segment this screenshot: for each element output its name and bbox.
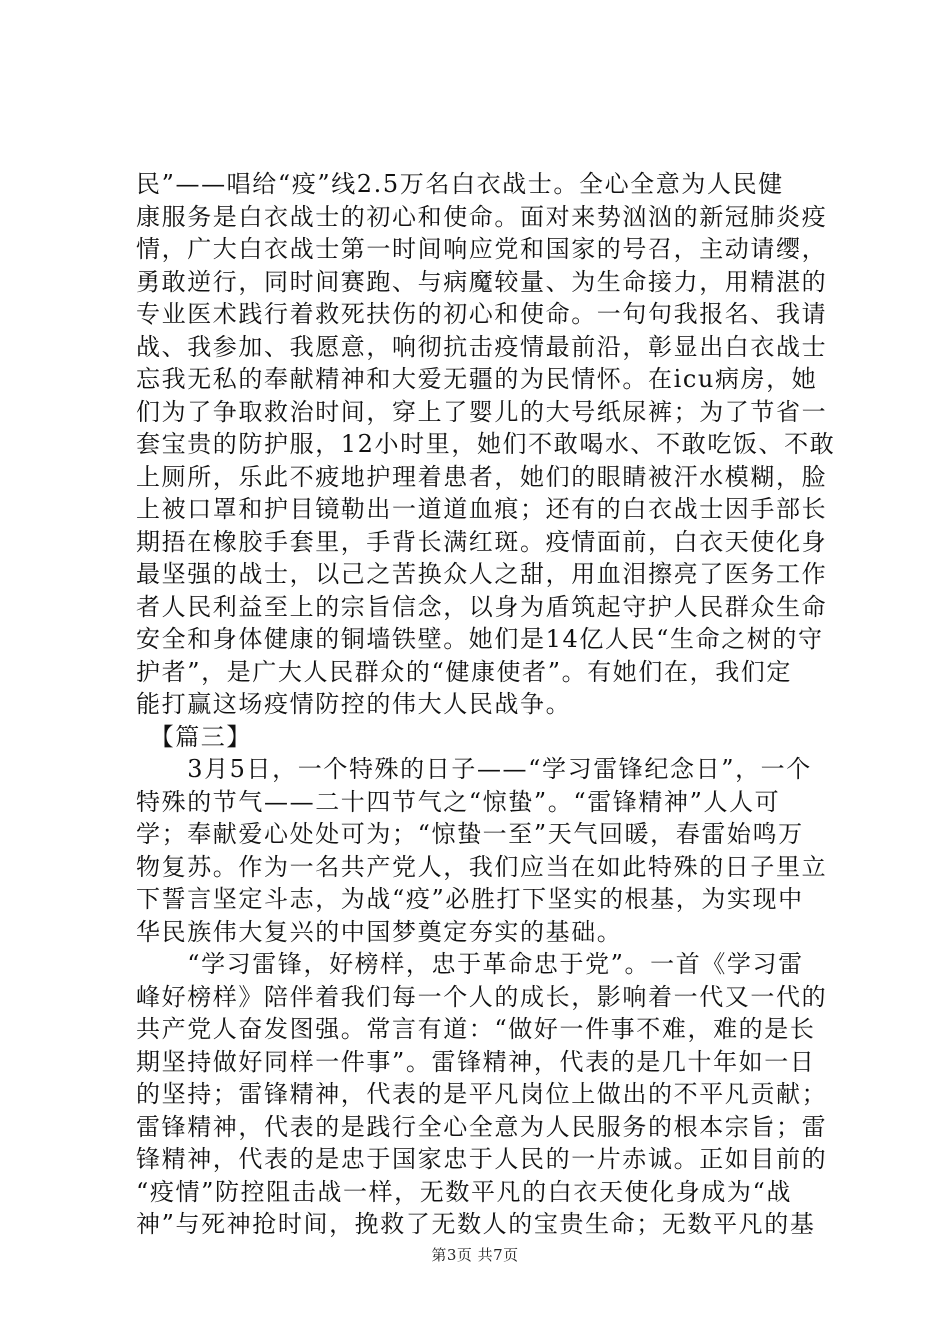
text-line: 【篇三】 — [136, 722, 252, 751]
text-line: 套宝贵的防护服，12小时里，她们不敢喝水、不敢吃饭、不敢 — [136, 430, 836, 458]
text-line: 者人民利益至上的宗旨信念，以身为盾筑起守护人民群众生命 — [136, 592, 828, 621]
text-line: 雷锋精神，代表的是践行全心全意为人民服务的根本宗旨；雷 — [136, 1112, 828, 1141]
text-line: 峰好榜样》陪伴着我们每一个人的成长，影响着一代又一代的 — [136, 982, 828, 1011]
text-line: 神”与死神抢时间，挽救了无数人的宝贵生命；无数平凡的基 — [136, 1210, 816, 1238]
text-line: 共产党人奋发图强。常言有道：“做好一件事不难，难的是长 — [136, 1015, 816, 1043]
text-line: “学习雷锋，好榜样，忠于革命忠于党”。一首《学习雷 — [136, 950, 804, 978]
text-line: 3月5日，一个特殊的日子——“学习雷锋纪念日”，一个 — [136, 755, 812, 783]
document-body — [136, 168, 836, 1241]
text-line: 华民族伟大复兴的中国梦奠定夯实的基础。 — [136, 917, 623, 946]
text-line: 能打赢这场疫情防控的伟大人民战争。 — [136, 690, 572, 718]
text-line: 上厕所，乐此不疲地护理着患者，她们的眼睛被汗水模糊，脸 — [136, 462, 828, 491]
text-line: 最坚强的战士，以己之苦换众人之甜，用血泪擦亮了医务工作 — [136, 560, 828, 588]
text-line: 期坚持做好同样一件事”。雷锋精神，代表的是几十年如一日 — [136, 1047, 816, 1076]
text-line: 康服务是白衣战士的初心和使命。面对来势汹汹的新冠肺炎疫 — [136, 202, 828, 231]
text-line: 特殊的节气——二十四节气之“惊蛰”。“雷锋精神”人人可 — [136, 787, 781, 816]
text-line: 情，广大白衣战士第一时间响应党和国家的号召，主动请缨， — [136, 235, 828, 263]
text-line: 们为了争取救治时间，穿上了婴儿的大号纸尿裤；为了节省一 — [136, 397, 828, 426]
text-line: 护者”，是广大人民群众的“健康使者”。有她们在，我们定 — [136, 657, 793, 686]
text-line: 下誓言坚定斗志，为战“疫”必胜打下坚实的根基，为实现中 — [136, 885, 804, 913]
text-line: 学；奉献爱心处处可为；“惊蛰一至”天气回暖，春雷始鸣万 — [136, 820, 804, 848]
text-line: 勇敢逆行，同时间赛跑、与病魔较量、为生命接力，用精湛的 — [136, 267, 828, 296]
text-line: 民”——唱给“疫”线2.5万名白衣战士。全心全意为人民健 — [136, 170, 784, 198]
text-line: 的坚持；雷锋精神，代表的是平凡岗位上做出的不平凡贡献； — [136, 1080, 828, 1108]
text-line: 忘我无私的奉献精神和大爱无疆的为民情怀。在icu病房，她 — [136, 365, 818, 393]
text-line: 上被口罩和护目镜勒出一道道血痕；还有的白衣战士因手部长 — [136, 495, 828, 523]
text-line: 专业医术践行着救死扶伤的初心和使命。一句句我报名、我请 — [136, 300, 828, 328]
text-line: 锋精神，代表的是忠于国家忠于人民的一片赤诚。正如目前的 — [136, 1145, 828, 1173]
text-line: 期捂在橡胶手套里，手背长满红斑。疫情面前，白衣天使化身 — [136, 527, 828, 556]
page-footer: 第3页 共7页 — [431, 1246, 519, 1264]
text-line: 物复苏。作为一名共产党人，我们应当在如此特殊的日子里立 — [136, 852, 828, 881]
text-line: 战、我参加、我愿意，响彻抗击疫情最前沿，彰显出白衣战士 — [136, 332, 828, 361]
text-line: “疫情”防控阻击战一样，无数平凡的白衣天使化身成为“战 — [136, 1177, 793, 1206]
text-line: 安全和身体健康的铜墙铁壁。她们是14亿人民“生命之树的守 — [136, 625, 824, 653]
